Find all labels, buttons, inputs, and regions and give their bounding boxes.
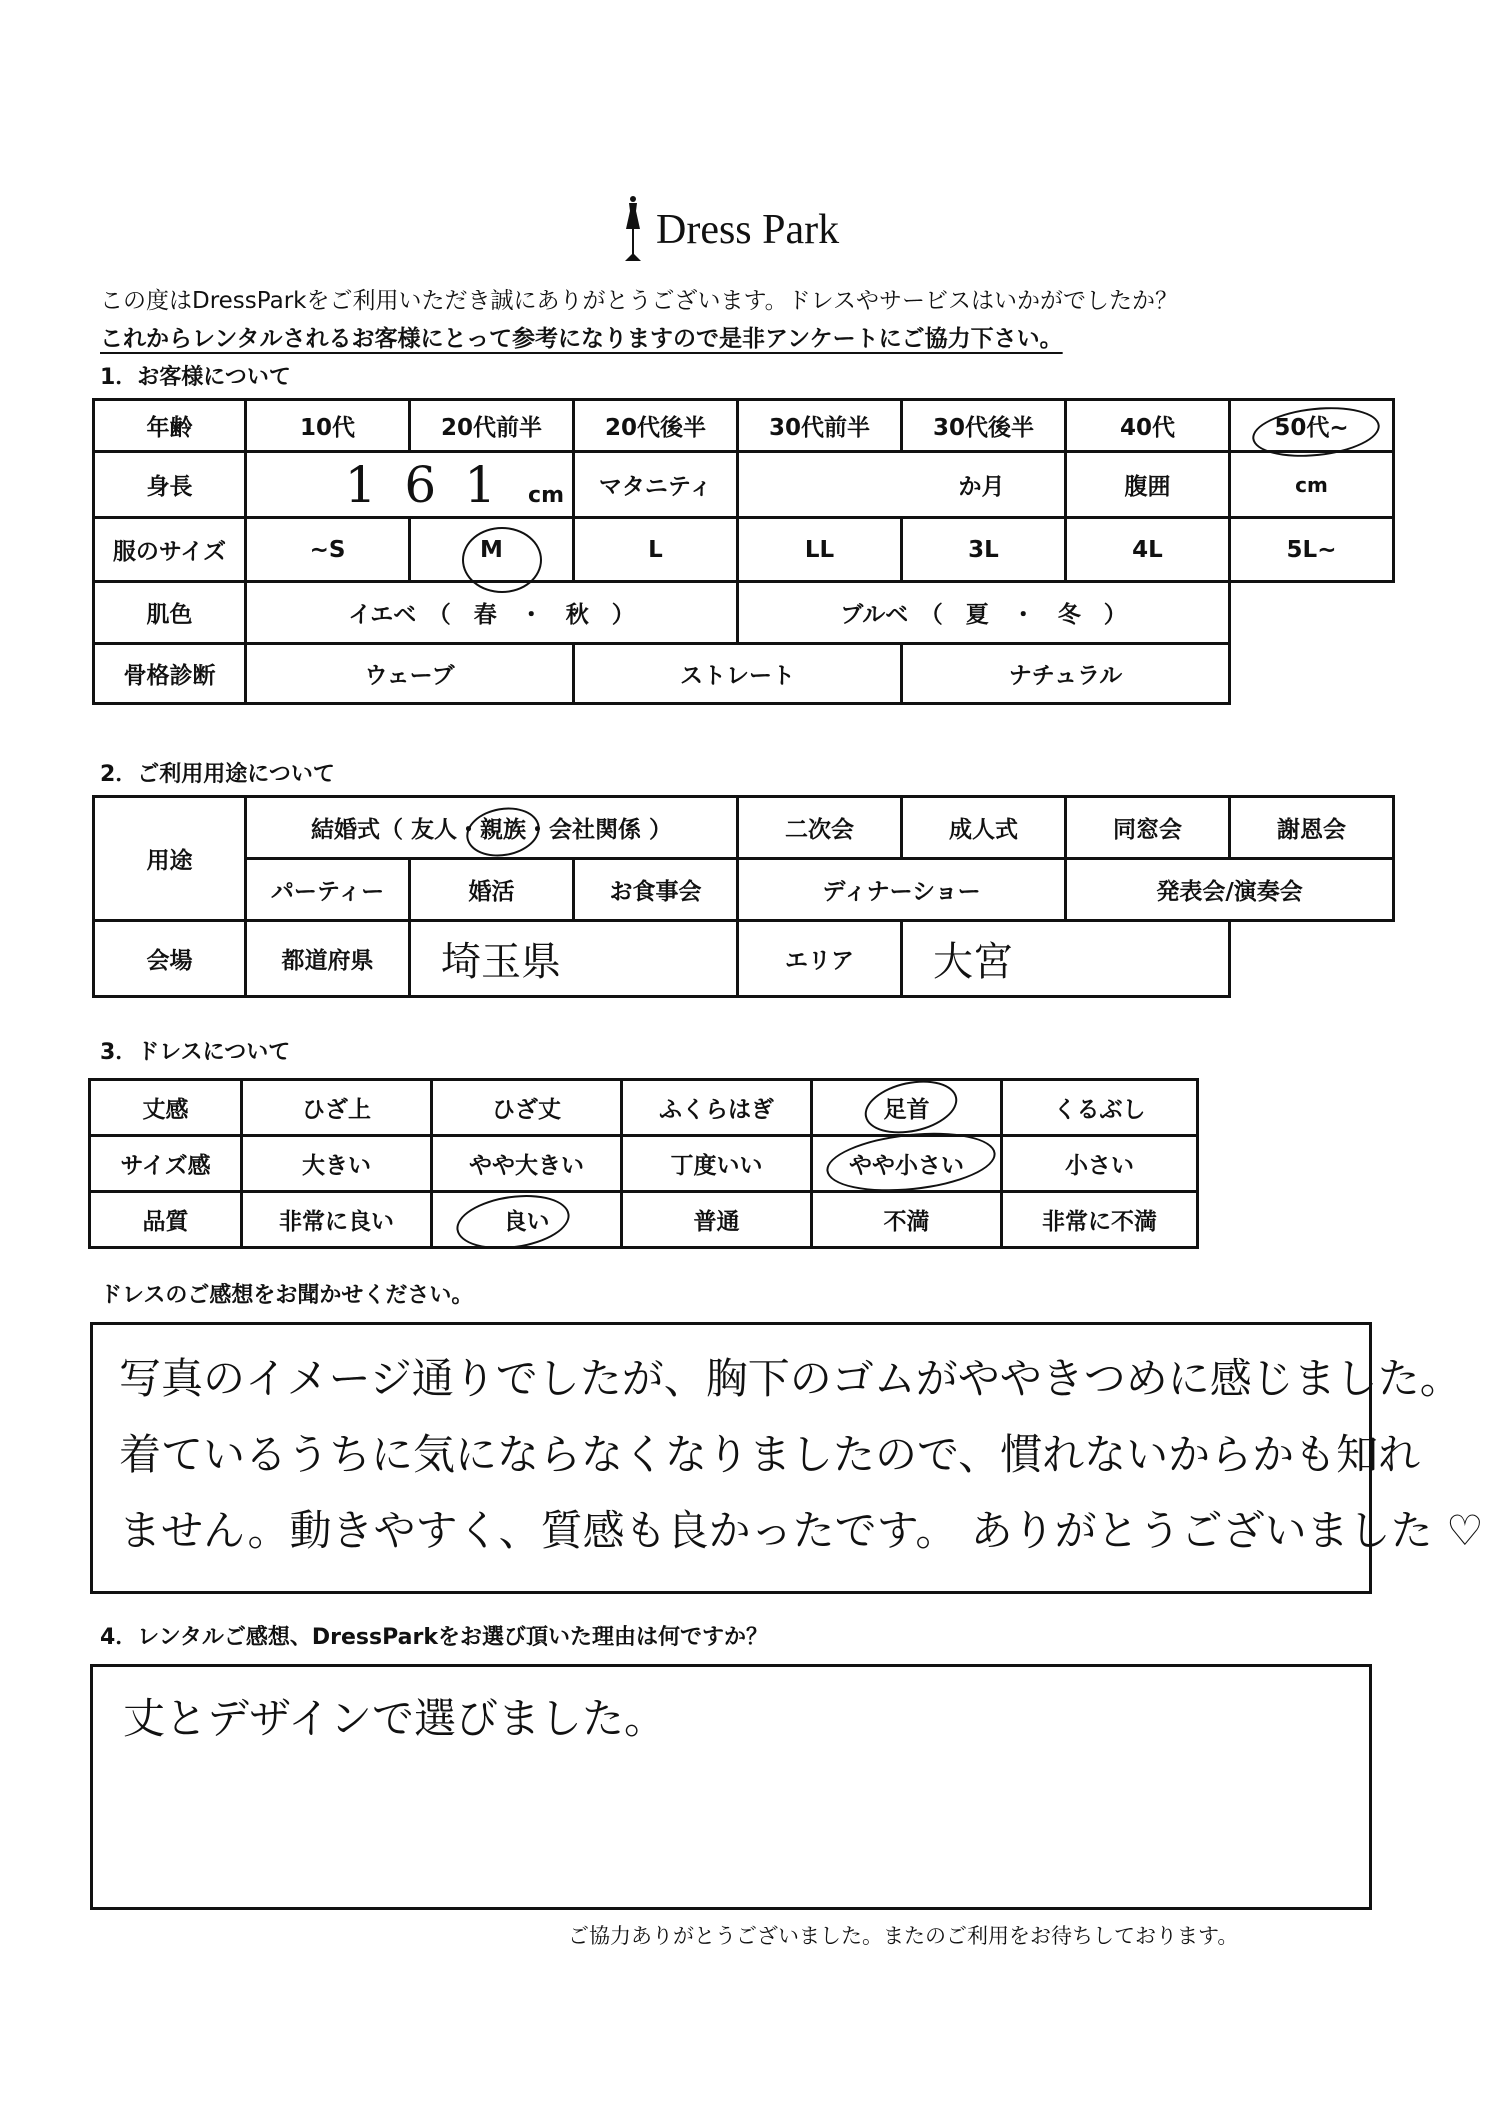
length-option-selected[interactable]: 足首 [812,1080,1002,1136]
reason-box[interactable] [90,1664,1372,1910]
section-4-title: 4．レンタルご感想、DressParkをお選び頂いた理由は何ですか？ [100,1625,768,1650]
length-label: 丈感 [90,1080,242,1136]
purpose-option[interactable]: 発表会/演奏会 [1066,859,1394,921]
area-value: 大宮 [933,939,1014,985]
length-option[interactable]: ふくらはぎ [622,1080,812,1136]
section-3-title: 3．ドレスについて [100,1040,291,1065]
height-field[interactable] [246,452,574,518]
purpose-option[interactable]: 婚活 [410,859,574,921]
age-option[interactable]: 10代 [246,400,410,452]
age-option-selected[interactable]: 50代~ [1230,400,1394,452]
reason-answer: 丈とデザインで選びました。 [123,1694,667,1743]
purpose-option[interactable]: パーティー [246,859,410,921]
size-option[interactable]: ~S [246,518,410,582]
venue-label: 会場 [94,921,246,997]
quality-option[interactable]: 不満 [812,1192,1002,1248]
fit-option[interactable]: やや大きい [432,1136,622,1192]
quality-option-selected[interactable]: 良い [432,1192,622,1248]
fit-option[interactable]: 丁度いい [622,1136,812,1192]
size-option[interactable]: 4L [1066,518,1230,582]
frame-option[interactable]: ウェーブ [246,644,574,704]
length-option[interactable]: ひざ丈 [432,1080,622,1136]
age-label: 年齢 [94,400,246,452]
quality-option[interactable]: 非常に不満 [1002,1192,1198,1248]
area-field[interactable] [902,921,1230,997]
impressions-line-1: 写真のイメージ通りでしたが、胸下のゴムがややきつめに感じました。 [119,1354,1462,1403]
fit-option[interactable]: 小さい [1002,1136,1198,1192]
impressions-line-2: 着ているうちに気にならなくなりましたので、慣れないからかも知れ [119,1430,1421,1479]
height-unit: cm [528,482,564,508]
fit-option-selected[interactable]: やや小さい [812,1136,1002,1192]
purpose-option[interactable]: お食事会 [574,859,738,921]
height-label: 身長 [94,452,246,518]
wedding-option[interactable]: 結婚式（ 友人・親族・会社関係 ） [246,797,738,859]
impressions-prompt: ドレスのご感想をお聞かせください。 [100,1283,474,1308]
purpose-label: 用途 [94,797,246,921]
intro-line-2: これからレンタルされるお客様にとって参考になりますので是非アンケートにご協力下さい。 [100,326,1063,352]
size-option[interactable]: L [574,518,738,582]
purpose-option[interactable]: 謝恩会 [1230,797,1394,859]
section-1-title: 1．お客様について [100,365,291,390]
age-option[interactable]: 20代前半 [410,400,574,452]
skin-yellow-option[interactable]: イエベ （ 春 ・ 秋 ） [246,582,738,644]
prefecture-value: 埼玉県 [441,939,561,985]
skin-blue-option[interactable]: ブルベ （ 夏 ・ 冬 ） [738,582,1230,644]
customer-table [92,398,1395,705]
purpose-option[interactable]: 成人式 [902,797,1066,859]
quality-option[interactable]: 普通 [622,1192,812,1248]
age-option[interactable]: 20代後半 [574,400,738,452]
waist-label: 腹囲 [1066,452,1230,518]
waist-unit: cm [1295,472,1328,497]
height-value: 161 [344,455,525,514]
length-option[interactable]: ひざ上 [242,1080,432,1136]
blank-cell [1230,921,1394,997]
size-option[interactable]: 5L~ [1230,518,1394,582]
size-option[interactable]: 3L [902,518,1066,582]
quality-label: 品質 [90,1192,242,1248]
usage-table [92,795,1395,998]
skin-label: 肌色 [94,582,246,644]
waist-field[interactable] [1230,452,1394,518]
quality-option[interactable]: 非常に良い [242,1192,432,1248]
frame-label: 骨格診断 [94,644,246,704]
length-option[interactable]: くるぶし [1002,1080,1198,1136]
prefecture-field[interactable] [410,921,738,997]
impressions-line-3: ません。動きやすく、質感も良かったです。 ありがとうございました ♡ [119,1506,1484,1555]
age-option[interactable]: 30代後半 [902,400,1066,452]
dress-mannequin-icon [620,195,646,265]
size-option[interactable]: LL [738,518,902,582]
age-option[interactable]: 40代 [1066,400,1230,452]
area-label: エリア [738,921,902,997]
purpose-option[interactable]: 同窓会 [1066,797,1230,859]
purpose-option[interactable]: ディナーショー [738,859,1066,921]
purpose-option[interactable]: 二次会 [738,797,902,859]
fit-label: サイズ感 [90,1136,242,1192]
maternity-label: マタニティ [574,452,738,518]
frame-option[interactable]: ストレート [574,644,902,704]
size-label: 服のサイズ [94,518,246,582]
maternity-months-field[interactable] [738,452,1066,518]
intro-line-1: この度はDressParkをご利用いただき誠にありがとうございます。ドレスやサービスはいかがでしたか？ [100,288,1178,314]
brand-name: Dress Park [656,207,840,253]
months-unit: か月 [958,474,1005,500]
prefecture-label: 都道府県 [246,921,410,997]
dress-table [88,1078,1199,1249]
footer-thanks: ご協力ありがとうございました。またのご利用をお待ちしております。 [568,1924,1239,1948]
brand-logo [620,190,839,270]
blank-cell [1230,644,1394,704]
age-option[interactable]: 30代前半 [738,400,902,452]
impressions-box[interactable] [90,1322,1484,1594]
size-option-selected[interactable]: M [410,518,574,582]
fit-option[interactable]: 大きい [242,1136,432,1192]
section-2-title: 2．ご利用用途について [100,762,335,787]
blank-cell [1230,582,1394,644]
frame-option[interactable]: ナチュラル [902,644,1230,704]
